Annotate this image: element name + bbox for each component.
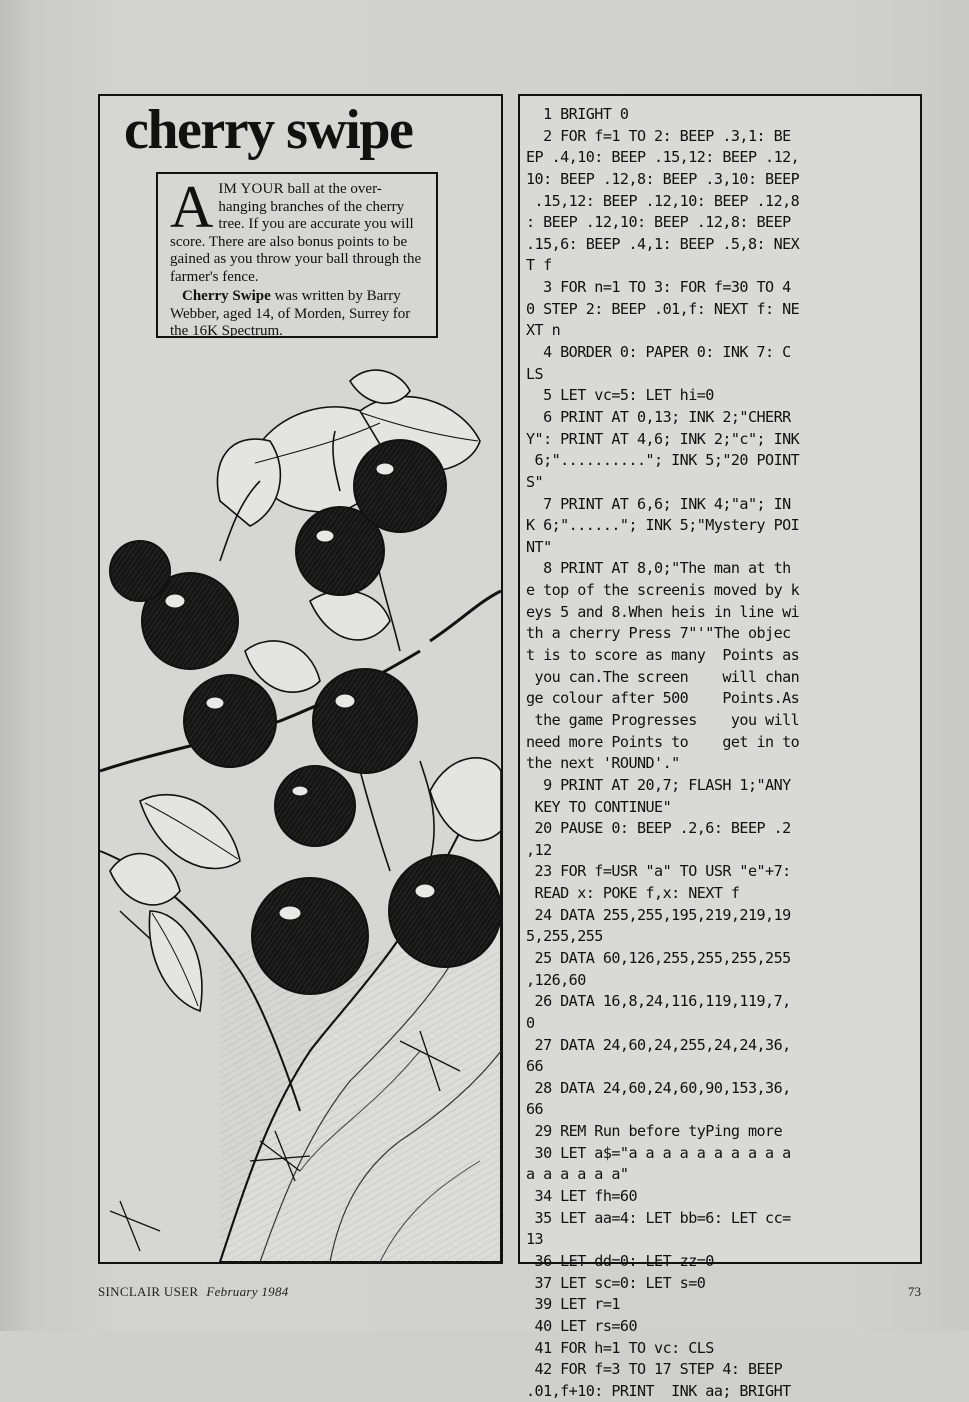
page-number: 73 bbox=[908, 1284, 921, 1299]
listing-line: 5,255,255 bbox=[526, 927, 603, 946]
listing-line: 24 DATA 255,255,195,219,219,19 bbox=[526, 905, 791, 924]
listing-line: ,12 bbox=[526, 840, 552, 859]
listing-line: 36 LET dd=0: LET zz=0 bbox=[526, 1251, 714, 1270]
listing-line: EP .4,10: BEEP .15,12: BEEP .12, bbox=[526, 148, 800, 167]
listing-line: T f bbox=[526, 256, 552, 275]
listing-line: 39 LET r=1 bbox=[526, 1295, 620, 1314]
listing-line: 66 bbox=[526, 1057, 544, 1076]
credit-paragraph bbox=[170, 288, 426, 341]
listing-line: 6;".........."; INK 5;"20 POINT bbox=[526, 451, 800, 470]
listing-line: 6 PRINT AT 0,13; INK 2;"CHERR bbox=[526, 407, 791, 426]
listing-line: : BEEP .12,10: BEEP .12,8: BEEP bbox=[526, 213, 791, 232]
listing-line: 40 LET rs=60 bbox=[526, 1316, 637, 1335]
intro-text: ball at the over-hanging branches of the cherry tree. If you are accurate you will score. There are also bonus points to be gained as you throw your ball through the farmer's fence. bbox=[170, 181, 422, 285]
listing-line: S" bbox=[526, 472, 544, 491]
listing-line: 5 LET vc=5: LET hi=0 bbox=[526, 386, 714, 405]
listing-line: a a a a a a" bbox=[526, 1165, 629, 1184]
listing-line: ,126,60 bbox=[526, 970, 586, 989]
listing-line: .15,6: BEEP .4,1: BEEP .5,8: NEX bbox=[526, 234, 800, 253]
listing-line: LS bbox=[526, 364, 544, 383]
listing-line: the game Progresses you will bbox=[526, 710, 800, 729]
listing-line: Y": PRINT AT 4,6; INK 2;"c"; INK bbox=[526, 429, 800, 448]
listing-line: NT" bbox=[526, 537, 552, 556]
article-panel bbox=[98, 94, 503, 1264]
listing-line: XT n bbox=[526, 321, 561, 340]
listing-line: 26 DATA 16,8,24,116,119,119,7, bbox=[526, 992, 791, 1011]
listing-line: ge colour after 500 Points.As bbox=[526, 689, 800, 708]
listing-line: 35 LET aa=4: LET bb=6: LET cc= bbox=[526, 1208, 791, 1227]
listing-line: e top of the screenis moved by k bbox=[526, 581, 800, 600]
listing-line: need more Points to get in to bbox=[526, 732, 800, 751]
credit-title: Cherry Swipe bbox=[182, 288, 271, 304]
listing-line: 8 PRINT AT 8,0;"The man at th bbox=[526, 559, 791, 578]
listing-line: 9 PRINT AT 20,7; FLASH 1;"ANY bbox=[526, 775, 791, 794]
listing-line: .01,f+10: PRINT INK aa; BRIGHT bbox=[526, 1381, 791, 1400]
listing-line: 29 REM Run before tyPing more bbox=[526, 1122, 783, 1141]
basic-program-listing bbox=[526, 104, 916, 1402]
listing-line: 34 LET fh=60 bbox=[526, 1187, 637, 1206]
listing-line: 41 FOR h=1 TO vc: CLS bbox=[526, 1338, 714, 1357]
article-title: cherry swipe bbox=[124, 99, 413, 161]
listing-line: 3 FOR n=1 TO 3: FOR f=30 TO 4 bbox=[526, 278, 791, 297]
listing-line: 4 BORDER 0: PAPER 0: INK 7: C bbox=[526, 343, 791, 362]
listing-line: 28 DATA 24,60,24,60,90,153,36, bbox=[526, 1078, 791, 1097]
credit-text: was written by Barry Webber, aged 14, of Morden, Surrey for the 16K Spectrum. bbox=[170, 288, 411, 339]
listing-line: 25 DATA 60,126,255,255,255,255 bbox=[526, 948, 791, 967]
listing-line: 37 LET sc=0: LET s=0 bbox=[526, 1273, 706, 1292]
listing-line: t is to score as many Points as bbox=[526, 646, 800, 665]
publication-name: SINCLAIR USER bbox=[98, 1284, 199, 1299]
listing-line: 30 LET a$="a a a a a a a a a a bbox=[526, 1143, 791, 1162]
listing-line: 1 BRIGHT 0 bbox=[526, 105, 629, 123]
listing-line: eys 5 and 8.When heis in line wi bbox=[526, 602, 800, 621]
listing-line: 23 FOR f=USR "a" TO USR "e"+7: bbox=[526, 862, 791, 881]
listing-line: READ x: POKE f,x: NEXT f bbox=[526, 884, 740, 903]
intro-paragraph bbox=[170, 174, 426, 286]
listing-line: 27 DATA 24,60,24,255,24,24,36, bbox=[526, 1035, 791, 1054]
listing-line: the next 'ROUND'." bbox=[526, 754, 680, 773]
listing-line: 0 STEP 2: BEEP .01,f: NEXT f: NE bbox=[526, 299, 800, 318]
intro-lead-caps: IM YOUR bbox=[218, 181, 284, 197]
listing-line: 13 bbox=[526, 1230, 544, 1249]
listing-line: you can.The screen will chan bbox=[526, 667, 800, 686]
listing-line: 10: BEEP .12,8: BEEP .3,10: BEEP bbox=[526, 169, 800, 188]
listing-line: .15,12: BEEP .12,10: BEEP .12,8 bbox=[526, 191, 800, 210]
listing-line: 66 bbox=[526, 1100, 544, 1119]
footer-publication bbox=[98, 1284, 289, 1300]
listing-line: K 6;"......"; INK 5;"Mystery POI bbox=[526, 516, 800, 535]
listing-line: 2 FOR f=1 TO 2: BEEP .3,1: BE bbox=[526, 126, 791, 145]
listing-line: 7 PRINT AT 6,6; INK 4;"a"; IN bbox=[526, 494, 791, 513]
listing-line: 20 PAUSE 0: BEEP .2,6: BEEP .2 bbox=[526, 819, 791, 838]
listing-line: KEY TO CONTINUE" bbox=[526, 797, 672, 816]
listing-line: 42 FOR f=3 TO 17 STEP 4: BEEP bbox=[526, 1360, 783, 1379]
listing-line: th a cherry Press 7"'"The objec bbox=[526, 624, 791, 643]
intro-box bbox=[156, 172, 438, 338]
drop-cap: A bbox=[170, 174, 214, 240]
issue-date: February 1984 bbox=[206, 1284, 289, 1299]
listing-line: 0 bbox=[526, 1013, 535, 1032]
cherry-tree-illustration bbox=[100, 351, 501, 1262]
